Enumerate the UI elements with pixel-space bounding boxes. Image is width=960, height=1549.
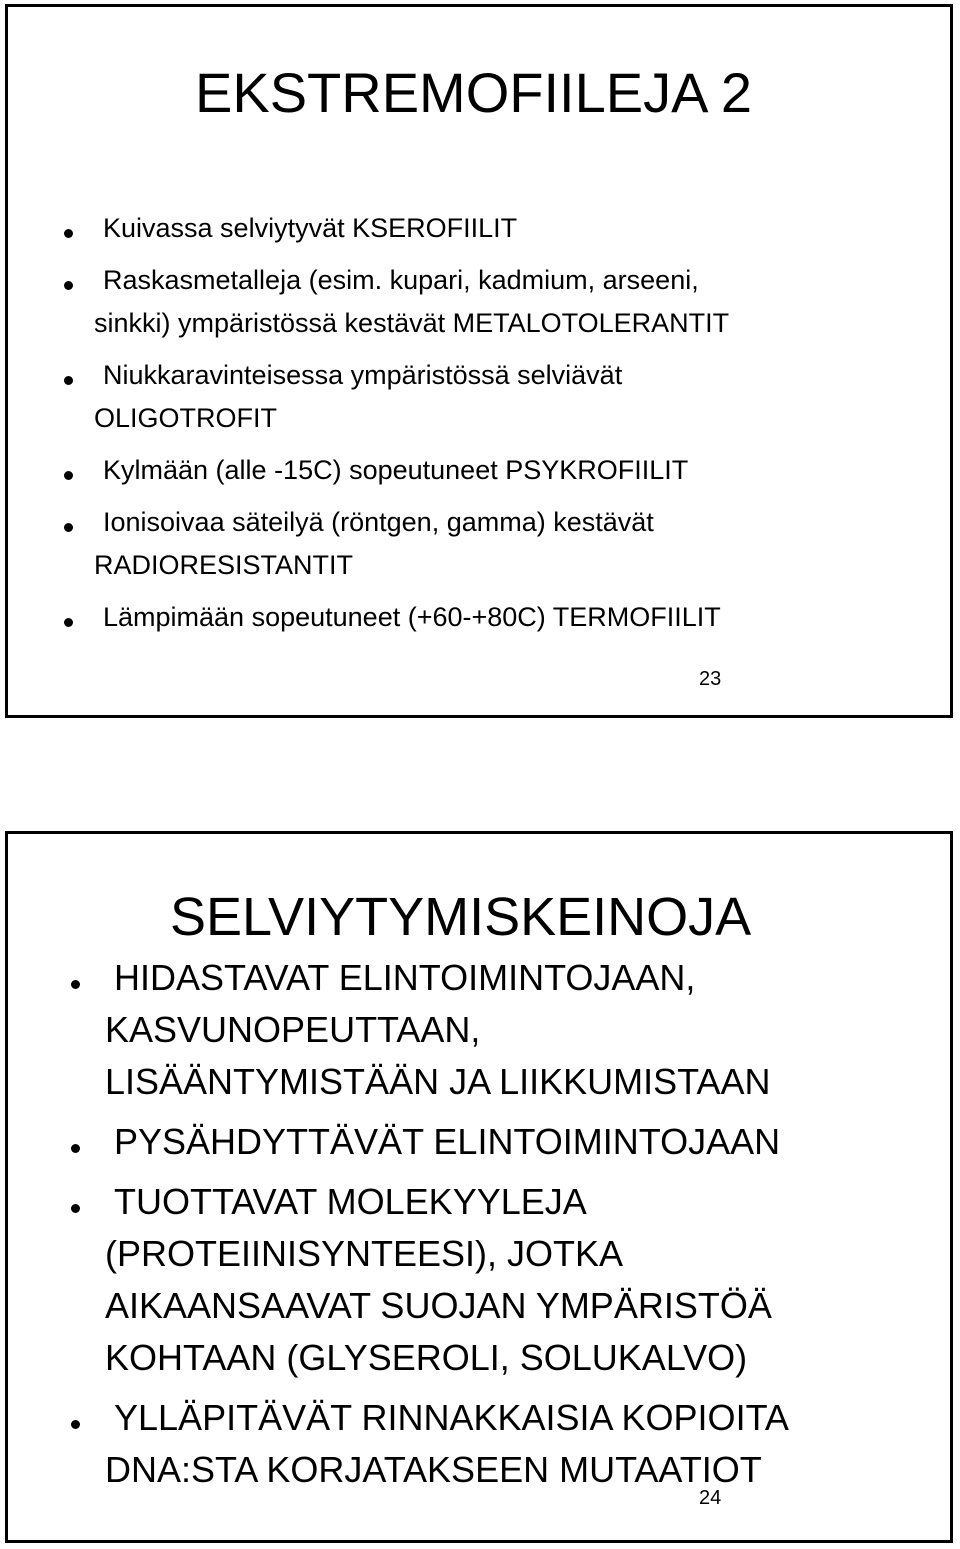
bullet-dot-icon bbox=[64, 229, 73, 238]
bullet-text: KOHTAAN (GLYSEROLI, SOLUKALVO) bbox=[105, 1337, 748, 1378]
bullet-text: PYSÄHDYTTÄVÄT ELINTOIMINTOJAAN bbox=[114, 1121, 781, 1162]
bullet-text: LISÄÄNTYMISTÄÄN JA LIIKKUMISTAAN bbox=[105, 1061, 771, 1102]
bullet-text: OLIGOTROFIT bbox=[94, 403, 278, 433]
bullet-item bbox=[94, 449, 934, 492]
bullet-dot-icon bbox=[64, 523, 73, 532]
bullet-list bbox=[105, 952, 935, 1504]
bullet-text: AIKAANSAAVAT SUOJAN YMPÄRISTÖÄ bbox=[105, 1285, 772, 1326]
slide-23 bbox=[5, 4, 953, 718]
bullet-text: sinkki) ympäristössä kestävät METALOTOLERANTIT bbox=[94, 308, 730, 338]
bullet-item bbox=[94, 259, 934, 345]
bullet-item bbox=[105, 1176, 935, 1384]
bullet-dot-icon bbox=[64, 471, 73, 480]
bullet-item bbox=[105, 1392, 935, 1496]
slide-24 bbox=[5, 831, 953, 1543]
bullet-dot-icon bbox=[71, 1204, 80, 1213]
bullet-list bbox=[94, 207, 934, 648]
bullet-item bbox=[94, 207, 934, 250]
bullet-text: Kuivassa selviytyvät KSEROFIILIT bbox=[103, 213, 518, 243]
bullet-item bbox=[94, 596, 934, 639]
bullet-text: RADIORESISTANTIT bbox=[94, 550, 354, 580]
slide-title: SELVIYTYMISKEINOJA bbox=[170, 887, 752, 947]
bullet-dot-icon bbox=[71, 1144, 80, 1153]
page-number: 24 bbox=[699, 1487, 722, 1509]
slide-title: EKSTREMOFIILEJA 2 bbox=[195, 61, 753, 124]
bullet-text: (PROTEIINISYNTEESI), JOTKA bbox=[105, 1233, 624, 1274]
bullet-text: YLLÄPITÄVÄT RINNAKKAISIA KOPIOITA bbox=[114, 1397, 789, 1438]
bullet-item bbox=[94, 354, 934, 440]
bullet-text: DNA:STA KORJATAKSEEN MUTAATIOT bbox=[105, 1449, 762, 1490]
bullet-item bbox=[105, 1116, 935, 1168]
bullet-text: HIDASTAVAT ELINTOIMINTOJAAN, bbox=[114, 957, 696, 998]
bullet-text: Ionisoivaa säteilyä (röntgen, gamma) kestävät bbox=[103, 507, 654, 537]
bullet-item bbox=[94, 501, 934, 587]
bullet-text: Kylmään (alle -15C) sopeutuneet PSYKROFIILIT bbox=[103, 455, 689, 485]
bullet-dot-icon bbox=[71, 980, 80, 989]
bullet-item bbox=[105, 952, 935, 1108]
page-number: 23 bbox=[699, 668, 722, 690]
bullet-text: KASVUNOPEUTTAAN, bbox=[105, 1009, 481, 1050]
bullet-text: TUOTTAVAT MOLEKYYLEJA bbox=[114, 1181, 587, 1222]
bullet-dot-icon bbox=[64, 618, 73, 627]
bullet-dot-icon bbox=[64, 281, 73, 290]
bullet-text: Raskasmetalleja (esim. kupari, kadmium, arseeni, bbox=[103, 265, 699, 295]
bullet-dot-icon bbox=[71, 1420, 80, 1429]
bullet-dot-icon bbox=[64, 376, 73, 385]
bullet-text: Lämpimään sopeutuneet (+60-+80C) TERMOFIILIT bbox=[103, 602, 721, 632]
bullet-text: Niukkaravinteisessa ympäristössä selviävät bbox=[103, 360, 623, 390]
